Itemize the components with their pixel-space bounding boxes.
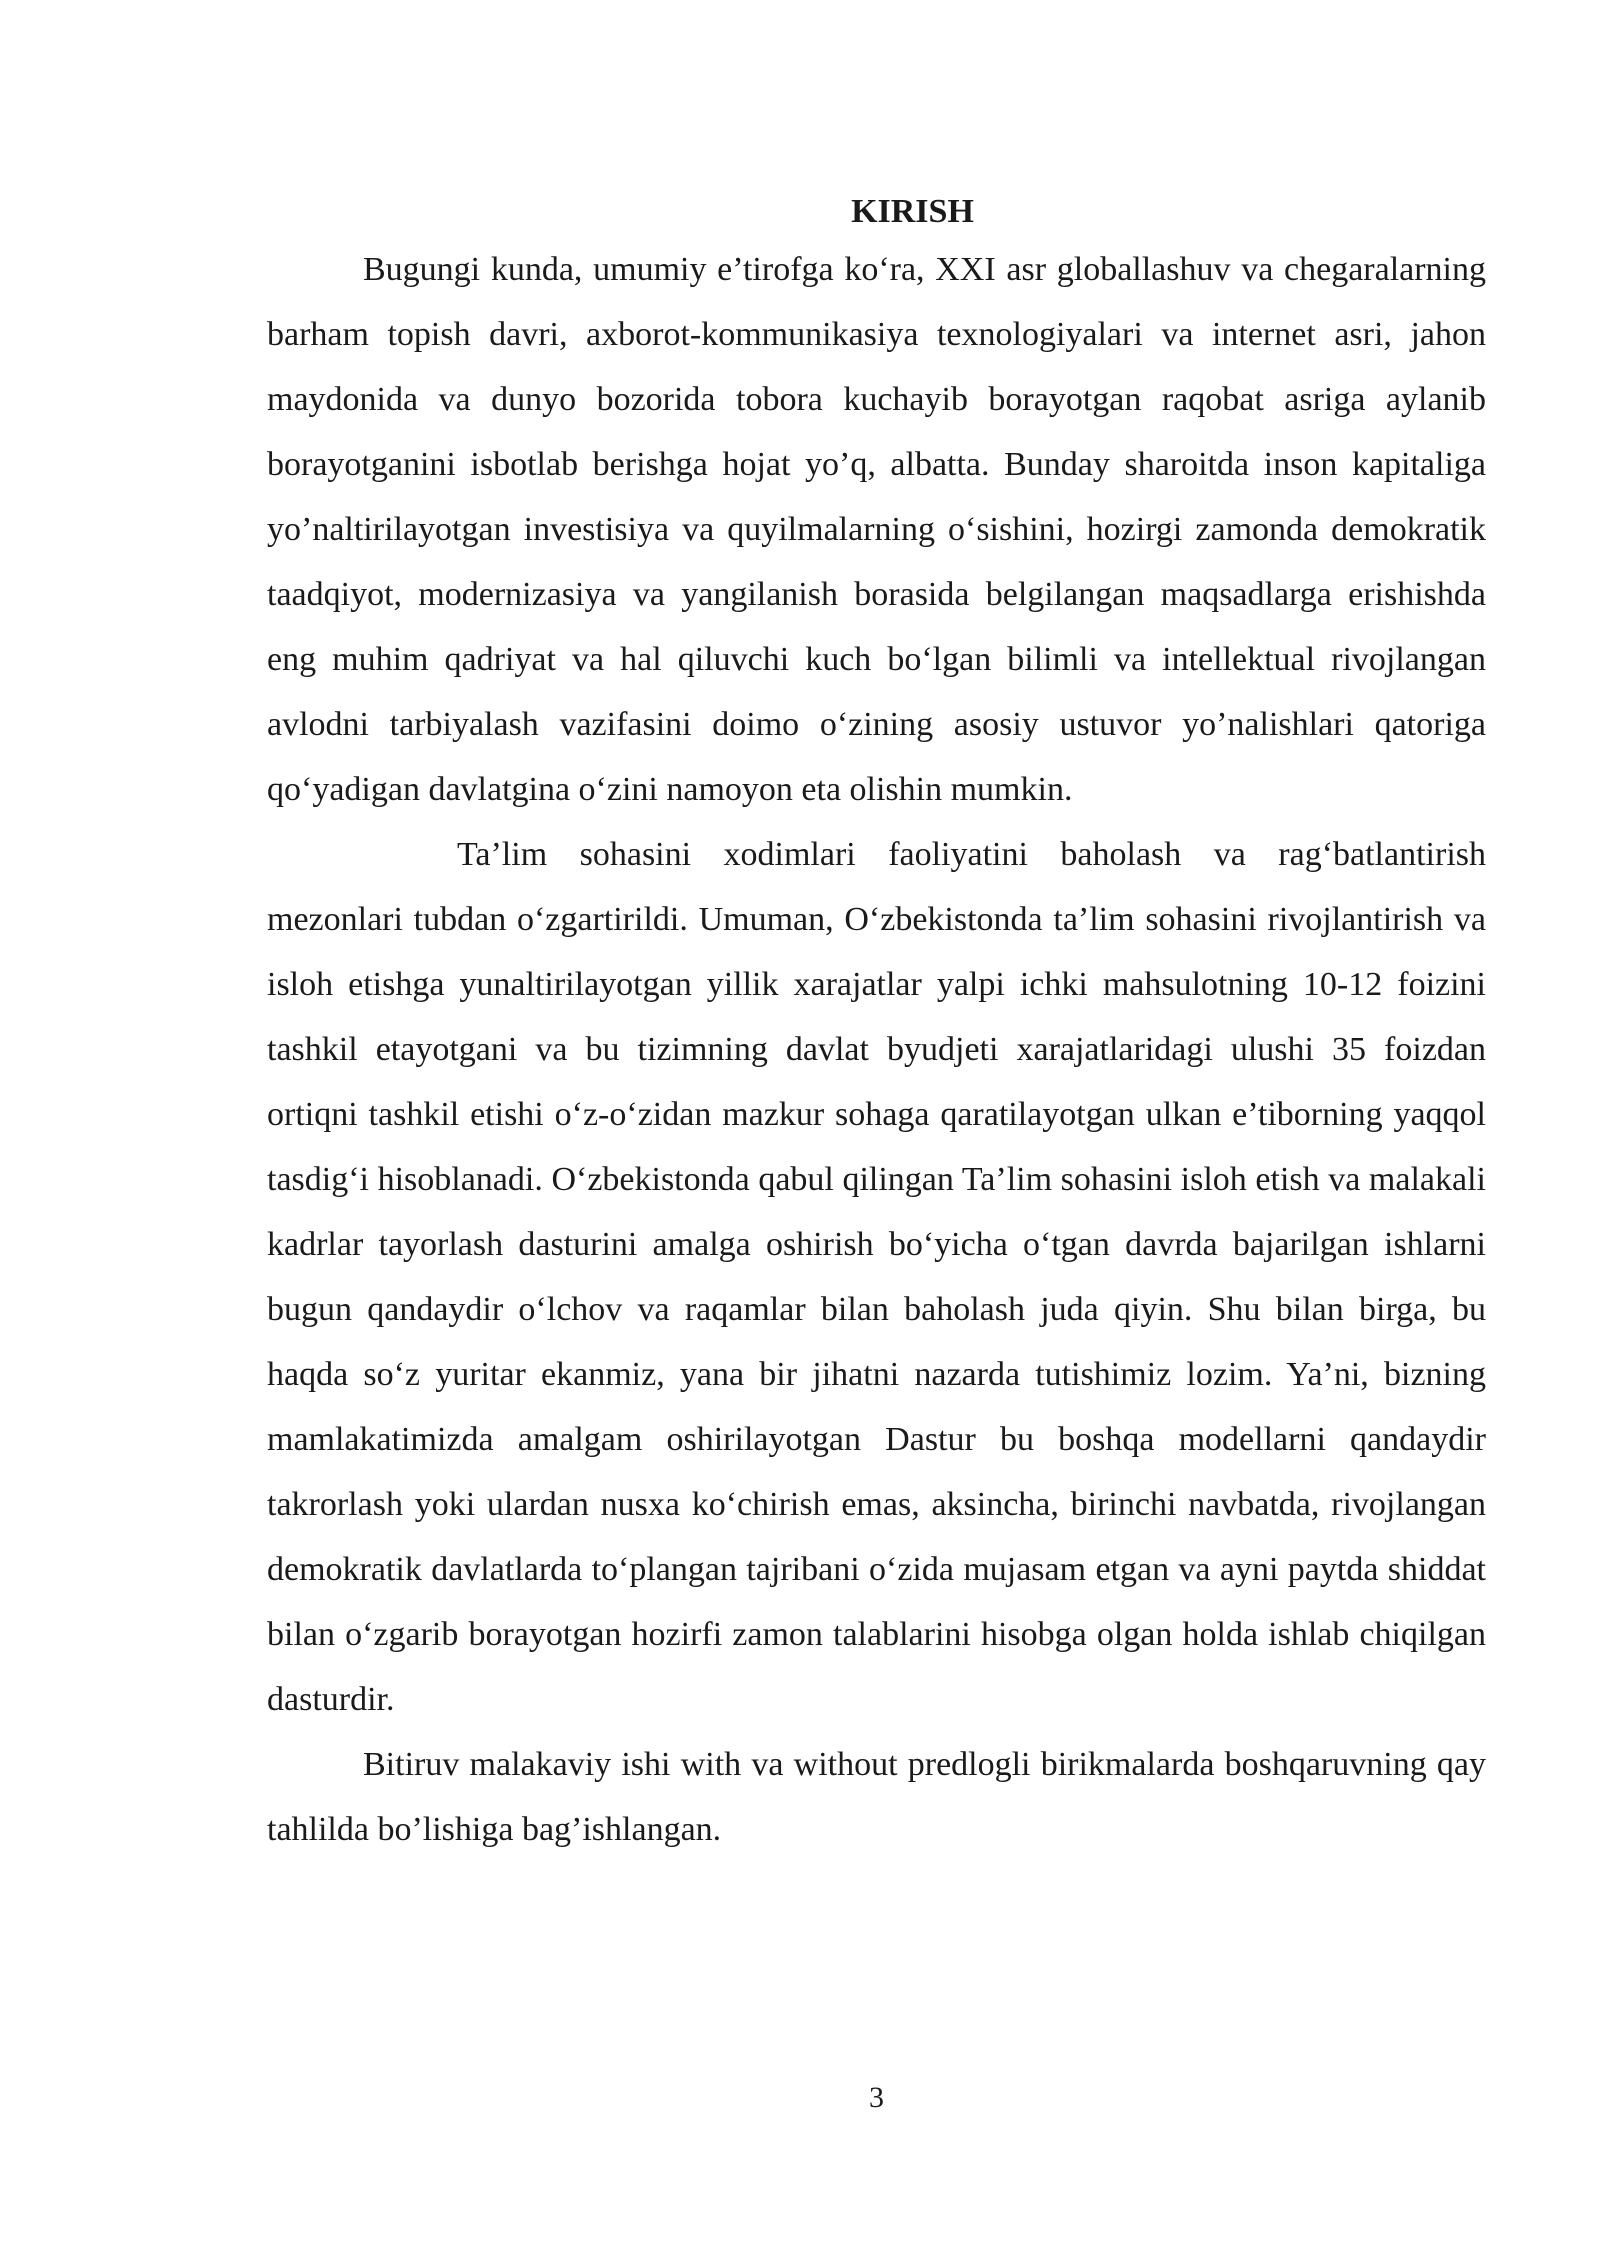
page-number: 3: [869, 2081, 884, 2114]
paragraph-3: Bitiruv malakaviy ishi with va without predlogli birikmalarda boshqaruvning qay tahlilda bo’lishiga bag’ishlangan.: [267, 1746, 1486, 1848]
page-content: [267, 187, 1486, 1862]
paragraph-1: Bugungi kunda, umumiy e’tirofga ko‘ra, XXI asr globallashuv va chegaralarning barham topish davri, axborot-kommunikasiya texnologiyalari va internet asri, jahon maydonida va dunyo bozorida tobora kuchayib borayotgan raqobat asriga aylanib borayotganini isbotlab berishga hojat yo’q, albatta. Bunday sharoitda inson kapitaliga yo’naltirilayotgan investisiya va quyilmalarning o‘sishini, hozirgi zamonda demokratik taadqiyot, modernizasiya va yangilanish borasida belgilangan maqsadlarga erishishda eng muhim qadriyat va hal qiluvchi kuch bo‘lgan bilimli va intellektual rivojlangan avlodni tarbiyalash vazifasini doimo o‘zining asosiy ustuvor yo’nalishlari qatoriga qo‘yadigan davlatgina o‘zini namoyon eta olishin mumkin.: [267, 251, 1486, 808]
section-title: KIRISH: [851, 193, 974, 230]
paragraph-2: Ta’lim sohasini xodimlari faoliyatini baholash va rag‘batlantirish mezonlari tubdan o‘zgartirildi. Umuman, O‘zbekistonda ta’lim sohasini rivojlantirish va isloh etishga yunaltirilayotgan yillik xarajatlar yalpi ichki mahsulotning 10-12 foizini tashkil etayotgani va bu tizimning davlat byudjeti xarajatlaridagi ulushi 35 foizdan ortiqni tashkil etishi o‘z-o‘zidan mazkur sohaga qaratilayotgan ulkan e’tiborning yaqqol tasdig‘i hisoblanadi. O‘zbekistonda qabul qilingan Ta’lim sohasini isloh etish va malakali kadrlar tayorlash dasturini amalga oshirish bo‘yicha o‘tgan davrda bajarilgan ishlarni bugun qandaydir o‘lchov va raqamlar bilan baholash juda qiyin. Shu bilan birga, bu haqda so‘z yuritar ekanmiz, yana bir jihatni nazarda tutishimiz lozim. Ya’ni, bizning mamlakatimizda amalgam oshirilayotgan Dastur bu boshqa modellarni qandaydir takrorlash yoki ulardan nusxa ko‘chirish emas, aksincha, birinchi navbatda, rivojlangan demokratik davlatlarda to‘plangan tajribani o‘zida mujasam etgan va ayni paytda shiddat bilan o‘zgarib borayotgan hozirfi zamon talablarini hisobga olgan holda ishlab chiqilgan dasturdir.: [267, 836, 1486, 1718]
